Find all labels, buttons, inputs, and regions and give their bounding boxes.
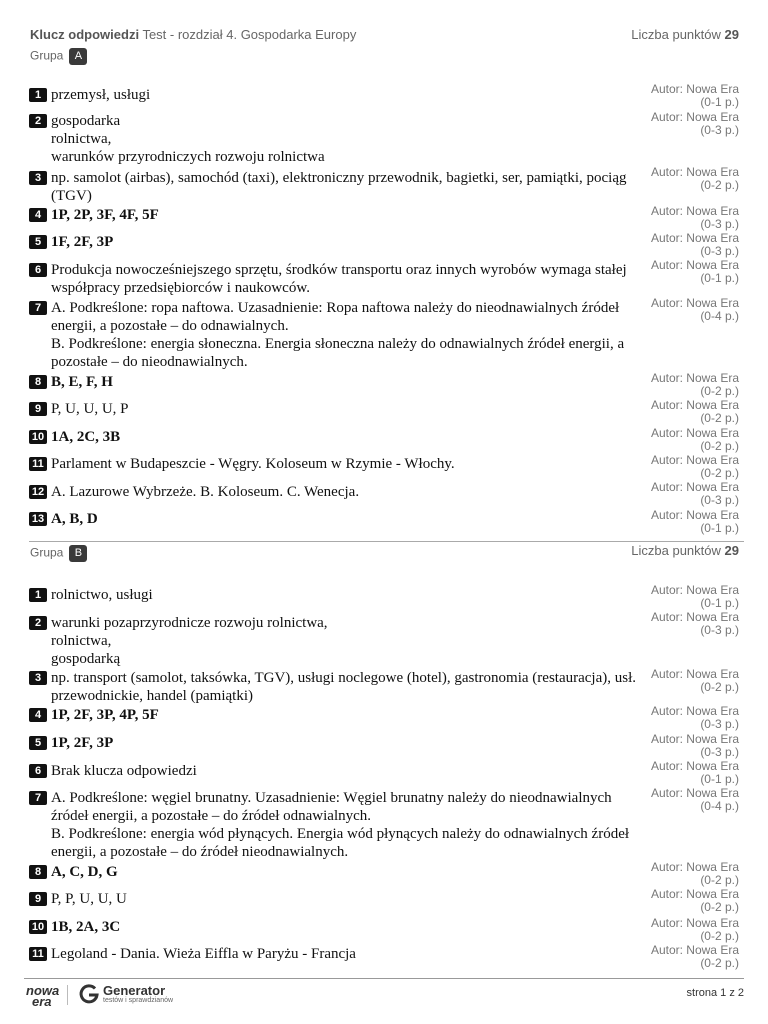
answer-meta xyxy=(651,733,739,759)
group-b-points: Liczba punktów 29 xyxy=(631,543,739,558)
question-number-badge: 12 xyxy=(29,485,47,499)
author-label: Autor: Nowa Era xyxy=(650,398,739,412)
group-badge: B xyxy=(69,545,87,562)
points-range: (0-3 p.) xyxy=(700,745,739,759)
author-label: Autor: Nowa Era xyxy=(650,258,739,272)
answer-text: 1A, 2C, 3B xyxy=(51,429,121,445)
question-number-badge: 7 xyxy=(29,301,47,315)
points-range: (0-3 p.) xyxy=(700,717,739,731)
answer-text: Produkcja nowocześniejszego sprzętu, środków transportu oraz innych wyrobów wymaga stałej współpracy przedsiębiorców i naukowców. xyxy=(51,262,627,296)
answer-meta xyxy=(651,861,739,887)
question-number-badge: 6 xyxy=(29,764,47,778)
answer-meta xyxy=(651,944,739,970)
answer-meta xyxy=(651,111,739,137)
points-range: (0-4 p.) xyxy=(700,799,739,813)
points-range: (0-2 p.) xyxy=(700,384,739,398)
points-range: (0-3 p.) xyxy=(700,123,739,137)
answer-text: warunki pozaprzyrodnicze rozwoju rolnictwa, rolnictwa, gospodarką xyxy=(51,615,328,667)
question-number-badge: 2 xyxy=(29,616,47,630)
answer-text: 1F, 2F, 3P xyxy=(51,234,114,250)
answer-text: 1B, 2A, 3C xyxy=(51,919,121,935)
answer-meta xyxy=(651,509,739,535)
answer-text: Parlament w Budapeszcie - Węgry. Koloseum w Rzymie - Włochy. xyxy=(51,456,455,472)
points-range: (0-2 p.) xyxy=(700,873,739,887)
points-range: (0-4 p.) xyxy=(700,309,739,323)
author-label: Autor: Nowa Era xyxy=(650,610,739,624)
logo-separator xyxy=(67,985,68,1005)
question-number-badge: 1 xyxy=(29,88,47,102)
points-range: (0-2 p.) xyxy=(700,929,739,943)
question-number-badge: 9 xyxy=(29,892,47,906)
author-label: Autor: Nowa Era xyxy=(650,732,739,746)
question-number-badge: 5 xyxy=(29,736,47,750)
question-number-badge: 3 xyxy=(29,671,47,685)
question-number-badge: 3 xyxy=(29,171,47,185)
author-label: Autor: Nowa Era xyxy=(650,704,739,718)
author-label: Autor: Nowa Era xyxy=(650,943,739,957)
answer-text: rolnictwo, usługi xyxy=(51,587,153,603)
answer-text: przemysł, usługi xyxy=(51,87,151,103)
points-range: (0-3 p.) xyxy=(700,217,739,231)
question-number-badge: 13 xyxy=(29,512,47,526)
points-range: (0-1 p.) xyxy=(700,772,739,786)
author-label: Autor: Nowa Era xyxy=(650,583,739,597)
points-range: (0-1 p.) xyxy=(700,521,739,535)
question-number-badge: 5 xyxy=(29,235,47,249)
answer-text: np. samolot (airbas), samochód (taxi), elektroniczny przewodnik, bagietki, ser, pamiątki, pociąg (TGV) xyxy=(51,170,627,204)
answer-text: P, U, U, U, P xyxy=(51,401,129,417)
answer-meta xyxy=(651,83,739,109)
author-label: Autor: Nowa Era xyxy=(650,759,739,773)
points-range: (0-3 p.) xyxy=(700,244,739,258)
answer-text: Brak klucza odpowiedzi xyxy=(51,763,197,779)
group-badge: A xyxy=(69,48,87,65)
points-range: (0-2 p.) xyxy=(700,178,739,192)
author-label: Autor: Nowa Era xyxy=(650,426,739,440)
author-label: Autor: Nowa Era xyxy=(650,480,739,494)
author-label: Autor: Nowa Era xyxy=(650,667,739,681)
generator-g-icon xyxy=(78,983,100,1005)
group-b-label: Grupa B xyxy=(30,545,87,562)
answer-text: P, P, U, U, U xyxy=(51,891,127,907)
points-range: (0-2 p.) xyxy=(700,900,739,914)
answer-text: A, C, D, G xyxy=(51,864,118,880)
points-range: (0-1 p.) xyxy=(700,95,739,109)
question-number-badge: 8 xyxy=(29,865,47,879)
footer-divider xyxy=(24,978,744,979)
points-range: (0-1 p.) xyxy=(700,271,739,285)
group-a-label: Grupa A xyxy=(30,48,87,65)
answer-meta xyxy=(651,232,739,258)
answer-meta xyxy=(651,205,739,231)
answer-meta xyxy=(651,787,739,813)
answer-meta xyxy=(651,760,739,786)
question-number-badge: 6 xyxy=(29,263,47,277)
points-range: (0-1 p.) xyxy=(700,596,739,610)
author-label: Autor: Nowa Era xyxy=(650,110,739,124)
answer-text: A. Podkreślone: ropa naftowa. Uzasadnienie: Ropa naftowa należy do nieodnawialnych źródeł energii, a pozostałe – do odnawialnych. B. Podkreślone: energia słoneczna. Energia słoneczna należy do odnawialnych źródeł energii, a pozostałe – do nieodnawialnych. xyxy=(51,300,625,370)
answer-meta xyxy=(651,705,739,731)
page-number: strona 1 z 2 xyxy=(686,987,744,999)
answer-text: 1P, 2F, 3P xyxy=(51,735,114,751)
answer-text: A, B, D xyxy=(51,511,98,527)
group-divider xyxy=(29,541,744,542)
answer-text: gospodarka rolnictwa, warunków przyrodniczych rozwoju rolnictwa xyxy=(51,113,325,165)
question-number-badge: 1 xyxy=(29,588,47,602)
author-label: Autor: Nowa Era xyxy=(650,786,739,800)
answer-text: Legoland - Dania. Wieża Eiffla w Paryżu - Francja xyxy=(51,946,356,962)
author-label: Autor: Nowa Era xyxy=(650,231,739,245)
answer-meta xyxy=(651,166,739,192)
question-number-badge: 7 xyxy=(29,791,47,805)
answer-meta xyxy=(651,917,739,943)
author-label: Autor: Nowa Era xyxy=(650,204,739,218)
author-label: Autor: Nowa Era xyxy=(650,916,739,930)
author-label: Autor: Nowa Era xyxy=(650,371,739,385)
author-label: Autor: Nowa Era xyxy=(650,453,739,467)
points-range: (0-2 p.) xyxy=(700,411,739,425)
answer-text: 1P, 2F, 3P, 4P, 5F xyxy=(51,707,159,723)
question-number-badge: 10 xyxy=(29,430,47,444)
answer-meta xyxy=(651,259,739,285)
points-range: (0-2 p.) xyxy=(700,956,739,970)
answer-meta xyxy=(651,888,739,914)
question-number-badge: 4 xyxy=(29,708,47,722)
author-label: Autor: Nowa Era xyxy=(650,887,739,901)
answer-text: A. Podkreślone: węgiel brunatny. Uzasadnienie: Węgiel brunatny należy do nieodnawialnych źródeł energii, a pozostałe – do źródeł odnawialnych. B. Podkreślone: energia wód płynących. Energia wód płynących należy do odnawialnych źródeł energii, a pozostałe – do źródeł nieodnawialnych. xyxy=(51,790,630,860)
answer-meta xyxy=(651,611,739,637)
total-points: Liczba punktów 29 xyxy=(631,27,739,42)
question-number-badge: 8 xyxy=(29,375,47,389)
answer-text: np. transport (samolot, taksówka, TGV), usługi noclegowe (hotel), gastronomia (restauracja), usł. przewodnickie, handel (pamiątki) xyxy=(51,670,636,704)
author-label: Autor: Nowa Era xyxy=(650,165,739,179)
answer-text: 1P, 2P, 3F, 4F, 5F xyxy=(51,207,159,223)
answer-text: B, E, F, H xyxy=(51,374,113,390)
answer-meta xyxy=(651,427,739,453)
question-number-badge: 11 xyxy=(29,457,47,471)
answer-meta xyxy=(651,454,739,480)
points-range: (0-3 p.) xyxy=(700,623,739,637)
answer-meta xyxy=(651,481,739,507)
points-range: (0-3 p.) xyxy=(700,493,739,507)
points-range: (0-2 p.) xyxy=(700,680,739,694)
answer-meta xyxy=(651,372,739,398)
author-label: Autor: Nowa Era xyxy=(650,508,739,522)
answer-meta xyxy=(651,399,739,425)
author-label: Autor: Nowa Era xyxy=(650,860,739,874)
question-number-badge: 4 xyxy=(29,208,47,222)
question-number-badge: 11 xyxy=(29,947,47,961)
answer-meta xyxy=(651,297,739,323)
question-number-badge: 9 xyxy=(29,402,47,416)
points-range: (0-2 p.) xyxy=(700,439,739,453)
answer-meta xyxy=(651,584,739,610)
author-label: Autor: Nowa Era xyxy=(650,82,739,96)
answer-text: A. Lazurowe Wybrzeże. B. Koloseum. C. Wenecja. xyxy=(51,484,360,500)
nowa-era-logo: nowa era xyxy=(26,983,60,1009)
question-number-badge: 2 xyxy=(29,114,47,128)
document-title: Klucz odpowiedzi Test - rozdział 4. Gospodarka Europy xyxy=(30,27,357,42)
points-range: (0-2 p.) xyxy=(700,466,739,480)
answer-meta xyxy=(651,668,739,694)
author-label: Autor: Nowa Era xyxy=(650,296,739,310)
question-number-badge: 10 xyxy=(29,920,47,934)
